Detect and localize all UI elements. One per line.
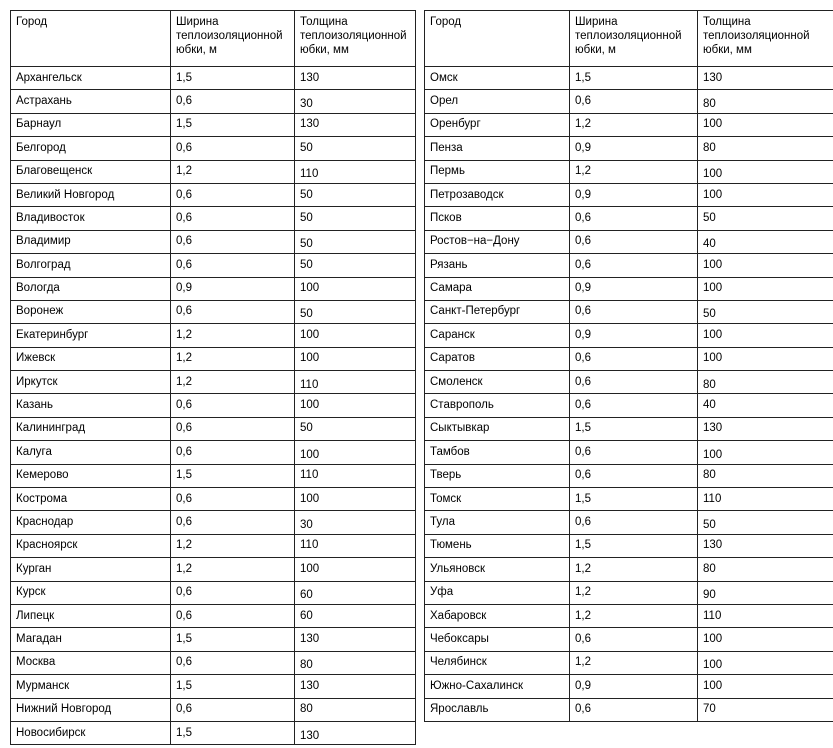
header-cell-city: Город: [425, 11, 570, 67]
cell-thickness: 50: [295, 254, 416, 277]
cell-city: Курган: [11, 558, 171, 581]
cell-city: Самара: [425, 277, 570, 300]
cell-city: Белгород: [11, 137, 171, 160]
cell-thickness: 50: [698, 303, 833, 326]
cell-city: Тверь: [425, 464, 570, 487]
cell-thickness: 100: [698, 163, 833, 186]
table-row: [11, 67, 416, 90]
table-row: [425, 207, 833, 230]
cell-thickness: 80: [698, 137, 833, 160]
cell-city: Липецк: [11, 604, 171, 627]
cell-thickness: 80: [698, 374, 833, 397]
cell-width: 1,2: [171, 160, 295, 183]
table-row: [11, 464, 416, 487]
cell-width: 0,6: [171, 488, 295, 511]
cell-width: 0,6: [171, 137, 295, 160]
cell-width: 0,6: [171, 90, 295, 113]
cell-width: 0,6: [570, 347, 698, 370]
table-row: [425, 488, 833, 511]
cell-width: 0,9: [570, 183, 698, 206]
cell-city: Чебоксары: [425, 628, 570, 651]
cell-thickness: 100: [698, 628, 833, 651]
cell-city: Оренбург: [425, 113, 570, 136]
cell-city: Екатеринбург: [11, 324, 171, 347]
table-row: [11, 394, 416, 417]
cell-city: Псков: [425, 207, 570, 230]
cell-city: Уфа: [425, 581, 570, 604]
cell-city: Пенза: [425, 137, 570, 160]
table-row: [11, 254, 416, 277]
cell-thickness: 50: [295, 417, 416, 440]
cell-city: Мурманск: [11, 675, 171, 698]
cell-width: 0,9: [570, 324, 698, 347]
table-row: [11, 230, 416, 253]
table-row: [425, 300, 833, 323]
table-row: [425, 347, 833, 370]
cell-city: Магадан: [11, 628, 171, 651]
cell-thickness: 130: [295, 113, 416, 136]
cell-thickness: 100: [295, 324, 416, 347]
left-table-header: [11, 11, 416, 67]
table-row: [11, 324, 416, 347]
table-row: [425, 394, 833, 417]
cell-width: 0,6: [171, 394, 295, 417]
table-row: [425, 277, 833, 300]
cell-thickness: 50: [295, 303, 416, 326]
cell-width: 0,6: [570, 628, 698, 651]
cell-thickness: 50: [295, 207, 416, 230]
cell-width: 0,6: [570, 300, 698, 323]
cell-thickness: 100: [698, 675, 833, 698]
cell-thickness: 100: [295, 444, 416, 467]
cell-city: Вологда: [11, 277, 171, 300]
table-row: [425, 558, 833, 581]
cell-thickness: 100: [698, 444, 833, 467]
cell-city: Архангельск: [11, 67, 171, 90]
table-row: [11, 651, 416, 674]
cell-city: Ставрополь: [425, 394, 570, 417]
cell-city: Великий Новгород: [11, 183, 171, 206]
cell-width: 0,6: [171, 441, 295, 464]
cell-thickness: 130: [295, 67, 416, 90]
table-row: [11, 488, 416, 511]
cell-city: Тамбов: [425, 441, 570, 464]
cell-thickness: 100: [295, 488, 416, 511]
cell-thickness: 110: [698, 604, 833, 627]
table-row: [11, 511, 416, 534]
cell-width: 0,6: [171, 604, 295, 627]
cell-city: Калуга: [11, 441, 171, 464]
table-row: [425, 581, 833, 604]
table-row: [425, 113, 833, 136]
table-row: [425, 628, 833, 651]
cell-thickness: 130: [295, 724, 416, 747]
cell-city: Курск: [11, 581, 171, 604]
cell-width: 1,2: [171, 347, 295, 370]
header-cell-thickness: Толщина теплоизоляционной юбки, мм: [295, 11, 416, 67]
header-cell-width: Ширина теплоизоляционной юбки, м: [570, 11, 698, 67]
cell-width: 1,5: [171, 721, 295, 744]
left-data-table: [10, 10, 416, 745]
cell-thickness: 80: [295, 698, 416, 721]
table-row: [11, 347, 416, 370]
cell-thickness: 110: [295, 534, 416, 557]
cell-width: 0,6: [570, 207, 698, 230]
cell-city: Ижевск: [11, 347, 171, 370]
cell-thickness: 30: [295, 93, 416, 116]
header-row: [425, 11, 833, 67]
cell-thickness: 80: [698, 558, 833, 581]
cell-city: Саратов: [425, 347, 570, 370]
cell-city: Ульяновск: [425, 558, 570, 581]
cell-city: Томск: [425, 488, 570, 511]
right-table-header: [425, 11, 833, 67]
cell-thickness: 30: [295, 514, 416, 537]
cell-city: Иркутск: [11, 371, 171, 394]
cell-thickness: 130: [295, 628, 416, 651]
cell-width: 0,6: [171, 183, 295, 206]
tables-container: [10, 10, 825, 745]
cell-width: 0,6: [171, 417, 295, 440]
table-row: [425, 698, 833, 721]
cell-width: 0,6: [570, 441, 698, 464]
cell-city: Новосибирск: [11, 721, 171, 744]
cell-thickness: 110: [295, 163, 416, 186]
table-row: [425, 604, 833, 627]
cell-thickness: 80: [698, 93, 833, 116]
cell-thickness: 50: [698, 207, 833, 230]
cell-thickness: 130: [698, 67, 833, 90]
cell-width: 1,2: [570, 604, 698, 627]
cell-width: 0,9: [171, 277, 295, 300]
cell-city: Челябинск: [425, 651, 570, 674]
cell-thickness: 110: [295, 464, 416, 487]
cell-city: Москва: [11, 651, 171, 674]
cell-thickness: 100: [295, 394, 416, 417]
cell-city: Нижний Новгород: [11, 698, 171, 721]
cell-thickness: 40: [698, 394, 833, 417]
header-row: [11, 11, 416, 67]
table-row: [11, 604, 416, 627]
table-row: [11, 675, 416, 698]
table-row: [425, 183, 833, 206]
cell-city: Воронеж: [11, 300, 171, 323]
cell-thickness: 60: [295, 604, 416, 627]
cell-city: Тула: [425, 511, 570, 534]
table-row: [11, 207, 416, 230]
cell-thickness: 50: [698, 514, 833, 537]
cell-city: Волгоград: [11, 254, 171, 277]
cell-city: Тюмень: [425, 534, 570, 557]
table-row: [425, 230, 833, 253]
table-row: [11, 183, 416, 206]
cell-width: 0,6: [171, 581, 295, 604]
cell-width: 1,2: [171, 324, 295, 347]
table-row: [11, 417, 416, 440]
cell-width: 1,2: [171, 534, 295, 557]
cell-thickness: 90: [698, 584, 833, 607]
cell-thickness: 80: [295, 654, 416, 677]
header-cell-city: Город: [11, 11, 171, 67]
cell-width: 0,9: [570, 277, 698, 300]
cell-thickness: 50: [295, 233, 416, 256]
cell-width: 1,5: [570, 417, 698, 440]
table-row: [11, 300, 416, 323]
table-row: [11, 113, 416, 136]
header-cell-width: Ширина теплоизоляционной юбки, м: [171, 11, 295, 67]
cell-width: 1,2: [570, 581, 698, 604]
cell-width: 1,5: [570, 488, 698, 511]
table-row: [11, 277, 416, 300]
table-row: [11, 441, 416, 464]
table-row: [11, 534, 416, 557]
cell-thickness: 100: [698, 113, 833, 136]
cell-width: 1,2: [570, 160, 698, 183]
cell-width: 1,5: [570, 534, 698, 557]
cell-city: Смоленск: [425, 371, 570, 394]
cell-city: Орел: [425, 90, 570, 113]
cell-width: 1,5: [171, 67, 295, 90]
table-row: [11, 698, 416, 721]
table-row: [425, 254, 833, 277]
table-row: [425, 651, 833, 674]
right-table-body: [425, 67, 833, 722]
cell-width: 1,5: [171, 675, 295, 698]
cell-city: Кемерово: [11, 464, 171, 487]
cell-width: 1,2: [570, 651, 698, 674]
cell-city: Казань: [11, 394, 171, 417]
cell-width: 1,2: [171, 558, 295, 581]
cell-city: Благовещенск: [11, 160, 171, 183]
cell-width: 0,6: [171, 511, 295, 534]
cell-city: Красноярск: [11, 534, 171, 557]
cell-city: Саранск: [425, 324, 570, 347]
cell-city: Сыктывкар: [425, 417, 570, 440]
cell-thickness: 40: [698, 233, 833, 256]
cell-width: 1,2: [171, 371, 295, 394]
table-row: [11, 371, 416, 394]
table-row: [11, 137, 416, 160]
cell-city: Пермь: [425, 160, 570, 183]
cell-city: Петрозаводск: [425, 183, 570, 206]
table-row: [425, 160, 833, 183]
table-row: [425, 371, 833, 394]
table-row: [425, 441, 833, 464]
cell-thickness: 110: [698, 488, 833, 511]
table-row: [425, 464, 833, 487]
cell-width: 0,9: [570, 137, 698, 160]
cell-width: 1,5: [171, 113, 295, 136]
cell-thickness: 130: [698, 417, 833, 440]
cell-thickness: 130: [698, 534, 833, 557]
cell-width: 1,5: [171, 628, 295, 651]
cell-city: Владивосток: [11, 207, 171, 230]
cell-city: Омск: [425, 67, 570, 90]
cell-thickness: 100: [295, 347, 416, 370]
table-row: [11, 721, 416, 744]
cell-width: 0,6: [171, 230, 295, 253]
cell-city: Калининград: [11, 417, 171, 440]
cell-city: Ростов−на−Дону: [425, 230, 570, 253]
cell-width: 1,2: [570, 558, 698, 581]
cell-city: Хабаровск: [425, 604, 570, 627]
cell-width: 0,6: [570, 371, 698, 394]
left-table-body: [11, 67, 416, 745]
cell-thickness: 130: [295, 675, 416, 698]
cell-thickness: 100: [698, 277, 833, 300]
table-row: [11, 628, 416, 651]
cell-city: Санкт-Петербург: [425, 300, 570, 323]
cell-city: Кострома: [11, 488, 171, 511]
table-row: [425, 90, 833, 113]
table-row: [425, 675, 833, 698]
table-row: [11, 160, 416, 183]
cell-width: 0,6: [171, 254, 295, 277]
cell-width: 0,6: [570, 230, 698, 253]
cell-thickness: 70: [698, 698, 833, 721]
table-row: [425, 417, 833, 440]
cell-width: 0,6: [570, 698, 698, 721]
cell-width: 0,9: [570, 675, 698, 698]
cell-width: 0,6: [171, 698, 295, 721]
header-cell-thickness: Толщина теплоизоляционной юбки, мм: [698, 11, 833, 67]
table-row: [425, 67, 833, 90]
cell-city: Владимир: [11, 230, 171, 253]
cell-city: Барнаул: [11, 113, 171, 136]
cell-thickness: 50: [295, 137, 416, 160]
table-row: [425, 511, 833, 534]
cell-thickness: 100: [698, 183, 833, 206]
cell-thickness: 100: [698, 324, 833, 347]
right-data-table: [424, 10, 833, 722]
cell-thickness: 100: [295, 558, 416, 581]
cell-width: 0,6: [570, 254, 698, 277]
table-row: [425, 324, 833, 347]
cell-width: 0,6: [171, 207, 295, 230]
cell-width: 1,5: [570, 67, 698, 90]
cell-width: 0,6: [570, 511, 698, 534]
cell-city: Южно-Сахалинск: [425, 675, 570, 698]
cell-width: 0,6: [570, 90, 698, 113]
cell-thickness: 110: [295, 374, 416, 397]
cell-city: Рязань: [425, 254, 570, 277]
cell-city: Ярославль: [425, 698, 570, 721]
cell-width: 1,2: [570, 113, 698, 136]
cell-thickness: 60: [295, 584, 416, 607]
cell-thickness: 50: [295, 183, 416, 206]
table-row: [11, 581, 416, 604]
cell-width: 1,5: [171, 464, 295, 487]
table-row: [425, 534, 833, 557]
cell-thickness: 100: [698, 347, 833, 370]
cell-width: 0,6: [570, 464, 698, 487]
cell-thickness: 100: [698, 654, 833, 677]
cell-thickness: 80: [698, 464, 833, 487]
cell-thickness: 100: [295, 277, 416, 300]
cell-city: Краснодар: [11, 511, 171, 534]
cell-thickness: 100: [698, 254, 833, 277]
cell-width: 0,6: [171, 300, 295, 323]
cell-width: 0,6: [570, 394, 698, 417]
table-row: [425, 137, 833, 160]
table-row: [11, 90, 416, 113]
cell-city: Астрахань: [11, 90, 171, 113]
table-row: [11, 558, 416, 581]
cell-width: 0,6: [171, 651, 295, 674]
